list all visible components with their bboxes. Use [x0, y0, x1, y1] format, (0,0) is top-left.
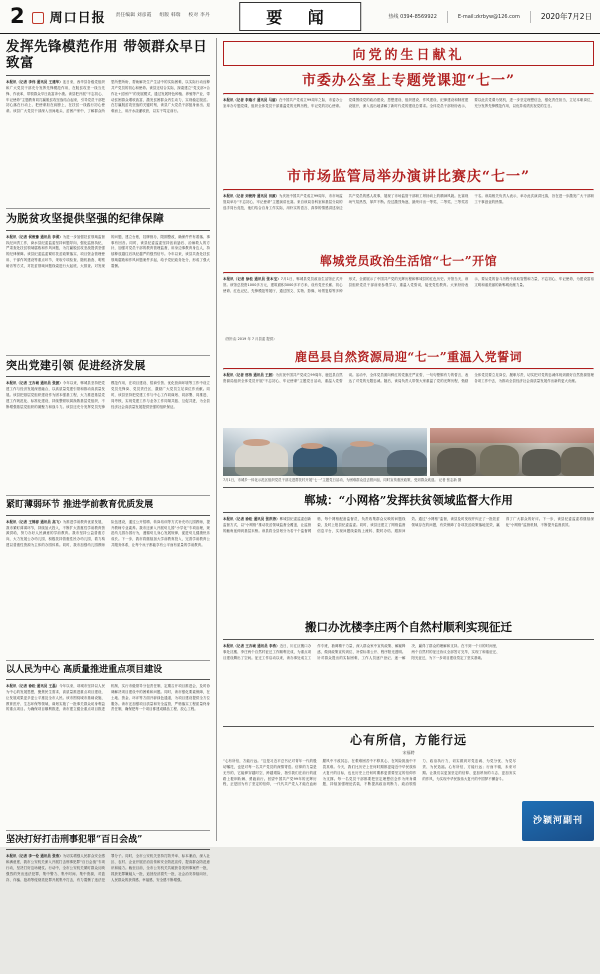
- article-body: [223, 644, 594, 716]
- article-dateline: 本报讯（记者 徐松 通讯员 张洪涛）: [223, 517, 280, 521]
- article-headline: 郸城党员政治生活馆“七一”开馆: [319, 254, 498, 268]
- article-text: 为推进学前教育优质发展，我市紧盯薄弱环节，持续加大投入，不断扩大普惠性学前教育资源供给，努力办好人民满意的学前教育。我市坚持公益普惠方向，大力发展公办幼儿园，积极扶持普惠性民办幼儿园，着力构建以普惠性资源为主体的办园体系。同时，我市加强幼儿园教师队伍建设，通过公开招聘、转岗培训等方式补充幼儿园教师，提升教师专业素养。我市还深入开展幼儿园“小学化”专项治理，规范幼儿园办园行为，遵循幼儿身心发展规律，促进幼儿健康快乐成长。下一步，我市将继续加大学前教育投入，完善学前教育公共服务体系，让每个孩子都能享有公平而有质量的学前教育。: [6, 519, 210, 548]
- rule: [6, 376, 210, 377]
- issue-date: 2020年7月2日: [540, 12, 592, 21]
- article-body: [6, 381, 210, 485]
- article-text: 在中国共产党成立99周年之际，市委办公室举办专题党课，组织全体党员干部重温党的光辉历程，牢记党的初心使命。党课围绕党的政治建设、思想建设、组织建设、作风建设、纪律建设和制度建设展开，深入浅出地讲解了新时代党的建设总要求。全体党员干部纷纷表示，要以此次党课为契机，进一步坚定理想信念，强化责任担当，立足本职岗位，充分发挥先锋模范作用，以优异成绩庆祝党的生日。: [223, 98, 594, 108]
- article-dateline: 本报讯（记者 王吉城 通讯员 张振）: [6, 381, 63, 386]
- rule: [223, 368, 594, 370]
- article-text: 7月1日，郸城县党员政治生活馆正式开馆。该馆总投资1000多万元，建筑面积3000多平方米，设有党史长廊、初心使命、红色记忆、先锋模范等展厅，通过图文、实物、影像、场景复原等多种形式，全面展示了中国共产党的光辉历程和郸城县的红色历史。开馆当天，该县组织党员干部前来参观学习，重温入党誓词，接受党性教育。大家纷纷表示，要从党的奋斗历程中汲取智慧和力量，不忘初心、牢记使命，为建设富裕文明和谐美丽的新郸城贡献力量。: [223, 277, 594, 293]
- masthead: [0, 0, 600, 34]
- article-dateline: 本报讯（记者 侯俊豫 通讯员 李勇）: [6, 234, 63, 239]
- article-body: [223, 277, 594, 335]
- commentary-body: “心有所信，方能行远。”这是习近平总书记对青年一代的殷切嘱托，也是对每一名共产党员的深情寄语。信仰的力量是无穷的，它能够穿越时空、跨越艰险，指引我们在前行的道路上披荆斩棘、勇毅前行。回望中国共产党99年的光辉历程，正是因为有了坚定的信仰，一代代共产党人才能在血雨腥风中不改其志、在艰难困苦中不移其心、在风险挑战中不畏其难。今天，我们比历史上任何时期都更接近中华民族伟大复兴的目标，也比历史上任何时期都更需要坚定的信仰作为支撑。每一名党员干部都要把坚定理想信念作为终身课题，持续加强理论武装，不断提高政治判断力、政治领悟力、政治执行力，切实做到对党忠诚、为党分忧、为党尽责、为民造福。心有所信，方能行远；行而不辍，未来可期。让我们以更加坚定的信仰、更加昂扬的斗志、更加务实的作风，为实现中华民族伟大复兴的中国梦不懈奋斗。: [223, 759, 516, 787]
- column-divider: [216, 38, 217, 841]
- left-column: [6, 38, 210, 882]
- article-body: [6, 80, 210, 198]
- article-headline: 以人民为中心 高质量推进重点项目建设: [6, 664, 163, 675]
- article-r3: [223, 252, 594, 342]
- supplement-logo-text: 沙颍河副刊: [532, 815, 583, 826]
- article-dateline: 本报讯（记者 王锦春 通讯员 高飞）: [6, 519, 63, 524]
- paper-logo-icon: [32, 12, 44, 24]
- article-text: 为进一步加强扶贫领域监督执纪问责工作，商水县纪委监委坚持问题导向，强化监督执纪，严肃查处扶贫领域腐败和作风问题，为打赢脱贫攻坚战提供坚强的纪律保障。该县纪委监委紧盯扶贫政策落实、项目资金管理使用、干部作风建设等重点环节，采取专项检查、随机抽查、明察暗访等方式，对扶贫领域问题线索进行大起底、大排查。对发现的问题，建立台账，挂牌督办，限期整改，确保件件有着落、事事有回音。同时，该县纪委监委坚持惩前毖后、治病救人的方针，加强对党员干部的教育管理监督，用身边事教育身边人，持续释放越往后执纪越严的强烈信号。今年以来，该县共查处扶贫领域腐败和作风问题案件多起，给予党纪政务处分，形成了强大震慑。: [6, 234, 210, 268]
- email: E-mail:zkrbyw@126.com: [457, 13, 520, 20]
- article-text: 近日，川汇区搬口办事处沈楼、李庄两个自然村征迁工作顺利完成，为重点项目建设腾出了空间。征迁工作启动以来，该办事处成立工作专班，抽调精干力量，深入群众家中宣传政策、解疑释惑，做到政策宣传到位、补偿标准公开、程序阳光透明。针对群众提出的实际困难，工作人员逐户登记、逐一解决，赢得了群众的理解和支持。在不到一个月的时间里，两个自然村的征迁协议全部签订完毕，实现了和谐征迁、阳光征迁，为下一步项目建设奠定了坚实基础。: [223, 644, 500, 660]
- article-headline: 市委办公室上专题党课迎“七一”: [301, 73, 516, 89]
- article-a5: [6, 656, 210, 820]
- banner-text: 向党的生日献礼: [352, 48, 465, 63]
- masthead-right: [388, 11, 592, 23]
- rule: [6, 660, 210, 661]
- rule: [6, 75, 210, 76]
- masthead-credits: [116, 13, 216, 20]
- page-body: [0, 34, 600, 882]
- credit-editor: 责任编辑 刘彦霞: [115, 13, 152, 19]
- special-banner: [223, 38, 594, 70]
- article-a3: [6, 351, 210, 486]
- page-number: 2: [10, 4, 25, 28]
- right-column: [223, 38, 594, 841]
- rule: [223, 639, 594, 640]
- article-body: [6, 520, 210, 650]
- rule: [6, 208, 210, 209]
- article-dateline: 本报讯（记者 徐松 通讯员 张本宝）: [223, 277, 281, 281]
- article-text: 连日来，西华县各级党组织和广大党员干部充分发挥先锋模范作用，在脱贫攻坚一线当先锋、作表率，带领群众早日致富奔小康。该县把开展“不忘初心、牢记使命”主题教育同打赢脱贫攻坚战结合起来，引导党员干部把初心落在行动上、把使命担在肩膀上，在扶贫一线践行初心使命。该县广大党员干部深入田间地头、贫困户家中，了解群众所思所想所盼，帮助解决生产生活中的实际困难，以实际行动诠释共产党员的初心和使命。该县还结合实际，探索建立“党支部+合作社+贫困户”的发展模式，通过发展特色种植、养殖等产业，带动贫困群众增收致富，激发贫困群众内生动力，实现稳定脱贫。在打赢脱贫攻坚战的关键时刻，该县广大党员干部挺身而出、迎难而上，用汗水浇灌收获，以实干笃定前行。: [6, 80, 210, 114]
- article-headline: 发挥先锋模范作用 带领群众早日致富: [6, 39, 208, 71]
- article-body: [223, 194, 594, 246]
- article-text: 为庆祝中国共产党成立99周年，鹿邑县自然资源局组织全体党员开展“不忘初心、牢记使命”主题党日活动，重温入党誓词。活动中，全体党员面向鲜红的党旗庄严宣誓，一句句铿锵有力的誓言，表达了对党的无限忠诚。随后，该局负责人带领大家重温了党的光辉历程，勉励全体党员要立足岗位、履职尽责，切实把对党的忠诚体现到做好自然资源管理各项工作中去，为推动全县经济社会高质量发展作出新的更大贡献。: [223, 373, 594, 384]
- article-body: [6, 854, 210, 974]
- article-headline: 坚决打好打击刑事犯罪“百日会战”: [6, 835, 143, 845]
- article-text: 今年以来，项城市坚持以人民为中心的发展思想，聚焦民生需求，高质量推进重点项目建设，让发展成果更多更公平惠及全市人民。该市围绕城市基础设施、教育医疗、生态环保等领域，谋划实施了一批事关群众切身利益的重点项目。为确保项目顺利推进，该市建立健全重点项目推进机制，实行市级领导分包责任制，定期召开项目推进会，及时协调解决项目建设中的困难和问题。同时，该市强化要素保障，在土地、资金、环评等方面开辟绿色通道，为项目建设提供全方位服务。该市还加强项目质量和安全监管，严格落实工程质量终身责任制，确保把每一个项目都建成精品工程、放心工程。: [6, 684, 210, 712]
- credit-layout: 组版 韩瑞: [159, 13, 181, 19]
- commentary-title: 心有所信，方能行远: [349, 733, 467, 747]
- photo-group: [223, 428, 594, 475]
- article-body: [6, 684, 210, 820]
- rule: [6, 830, 210, 831]
- page-title: 要 闻: [239, 2, 361, 31]
- rule: [223, 93, 594, 95]
- paper-name: 周口日报: [49, 11, 106, 26]
- article-dateline: 本报讯（记者 邢伟 通讯员 王振）: [223, 373, 276, 378]
- rule: [223, 272, 594, 274]
- article-headline: 突出党建引领 促进经济发展: [6, 358, 146, 372]
- article-a6: [6, 826, 210, 974]
- commentary-byline: 宋福聘: [402, 750, 415, 755]
- rule: [223, 726, 594, 727]
- article-dateline: 本报讯（记者 李伟 通讯员 王建华）: [6, 80, 63, 85]
- article-dateline: 本报讯（记者 李瑞才 通讯员 马丽）: [223, 98, 280, 102]
- article-text: 为切实增强人民群众安全感和满意度，我市公安机关深入开展打击刑事犯罪“百日会战”专项行动，坚决打好这场硬仗。行动中，全市公安机关紧盯群众反映强烈的突出违法犯罪，集中警力、集中时间、集中资源，对盗窃、诈骗、抢劫等侵财类犯罪开展集中打击，有力震慑了违法犯罪分子。同时，全市公安机关坚持打防并举、标本兼治，深入社区、农村、企业开展法治宣传和安全防范宣传，提高群众防范意识和能力。截至目前，全市公安机关共破获各类刑事案件一批，抓获犯罪嫌疑人一批，追回经济损失一批，社会治安持续向好，人民群众的获得感、幸福感、安全感不断增强。: [6, 854, 210, 882]
- credit-proof: 校对 李丹: [188, 13, 210, 19]
- photo-volunteers: [223, 428, 427, 475]
- rule: [6, 515, 210, 516]
- article-text: 郸城县纪委监委创新监督方式，以“小网格”推动扶贫领域监督全覆盖，让监督的触角延伸到基层末梢。该县将全县划分为若干个监督网格，每个网格配备监督员，负责收集群众反映的问题线索，及时上报县纪委监委。同时，该县还建立了网格监督信息平台，实现问题线索线上流转、限时办结、跟踪问效。通过“小网格”监督，该县及时发现并纠正了一批扶贫领域存在的问题，有效保障了各项扶贫政策落地见效，赢得了广大群众的好评。下一步，该县纪委监委将继续深化“小网格”监督机制，不断提升监督质效。: [223, 517, 594, 533]
- article-headline: 搬口办沈楼李庄两个自然村顺利实现征迁: [305, 620, 512, 634]
- article-r2: [223, 166, 594, 246]
- article-headline: 紧盯薄弱环节 推进学前教育优质发展: [6, 500, 154, 511]
- rule: [223, 512, 594, 513]
- photo-caption: 7月1日，市城乡一体化示范区组织党员干部走进帮扶村开展“七一”主题党日活动，为困难群众送去慰问品，同时宣传惠民政策，受到群众欢迎。 记者 张志新 摄: [223, 477, 462, 482]
- article-dateline: 本报讯（记者 王吉城 通讯员 李浩）: [223, 644, 280, 648]
- rule: [6, 495, 210, 496]
- supplement-logo: [522, 801, 594, 841]
- divider: [530, 11, 531, 23]
- article-headline: 鹿邑县自然资源局迎“七一”重温入党誓词: [294, 350, 523, 365]
- rule: [6, 355, 210, 356]
- article-body: [223, 517, 594, 613]
- article-a4: [6, 491, 210, 649]
- rule: [223, 189, 594, 191]
- article-body: [223, 98, 594, 160]
- article-s1: [223, 492, 594, 613]
- article-text: 为庆祝中国共产党成立99周年，市市场监管局举办“不忘初心、牢记使命”主题演讲比赛。来自该局各科室和基层分局的选手同台竞技，他们结合自身工作实际，用朴实的语言、真挚的情感讲述身边共产党员的感人故事，展现了市场监管干部职工昂扬向上的精神风貌。比赛现场气氛热烈，掌声不断。经过激烈角逐，最终评出一等奖、二等奖、三等奖若干名。该局相关负责人表示，举办此次演讲比赛，旨在进一步激发广大干部职工干事创业的热情。: [223, 194, 594, 210]
- article-headline: 为脱贫攻坚提供坚强的纪律保障: [6, 212, 165, 226]
- article-headline: 市市场监管局举办演讲比赛庆“七一”: [286, 169, 531, 185]
- article-text: 今年以来，郸城县坚持把党建工作与经济发展深度融合，以高质量党建引领和推动高质量发展。该县把基层党组织建设作为固本强基工程，大力推进基层党建工作规范化、标准化建设，持续整顿软弱涣散基层党组织，不断增强基层党组织的凝聚力和战斗力。该县还充分发挥党员先锋模范作用，在项目建设、招商引资、优化营商环境等工作中设立党员先锋岗、党员责任区，激励广大党员立足岗位作贡献。同时，该县坚持把党建工作与中心工作同谋划、同部署、同推进、同考核，实现党建工作与业务工作同频共振、互促共进，为全县经济社会高质量发展提供坚强的组织保证。: [6, 381, 210, 409]
- masthead-left: [8, 6, 106, 27]
- article-dateline: 本报讯（记者 刘俊涛 通讯员 田源）: [223, 194, 280, 198]
- hotline: 热线 0394-8569922: [388, 14, 437, 20]
- rule: [6, 849, 210, 850]
- article-a1: [6, 38, 210, 198]
- rule: [6, 679, 210, 680]
- article-dateline: 本报讯（记者 李一伦 通讯员 张浩）: [6, 854, 63, 859]
- photo-credit: （图片由 2019 年 7 月县委 提供）: [223, 337, 277, 341]
- article-body: [6, 235, 210, 345]
- article-a2: [6, 204, 210, 345]
- rule: [6, 230, 210, 231]
- banner-box: [223, 41, 594, 66]
- article-dateline: 本报讯（记者 徐松 通讯员 王磊）: [6, 684, 60, 688]
- article-s2: [223, 619, 594, 716]
- article-headline: 郸城：“小网格”发挥扶贫领域监督大作用: [304, 493, 513, 507]
- divider: [447, 11, 448, 23]
- rule: [223, 487, 594, 488]
- article-r1: [223, 70, 594, 160]
- article-body: [223, 373, 594, 419]
- article-r4: [223, 348, 594, 419]
- photo-meeting: [430, 428, 594, 475]
